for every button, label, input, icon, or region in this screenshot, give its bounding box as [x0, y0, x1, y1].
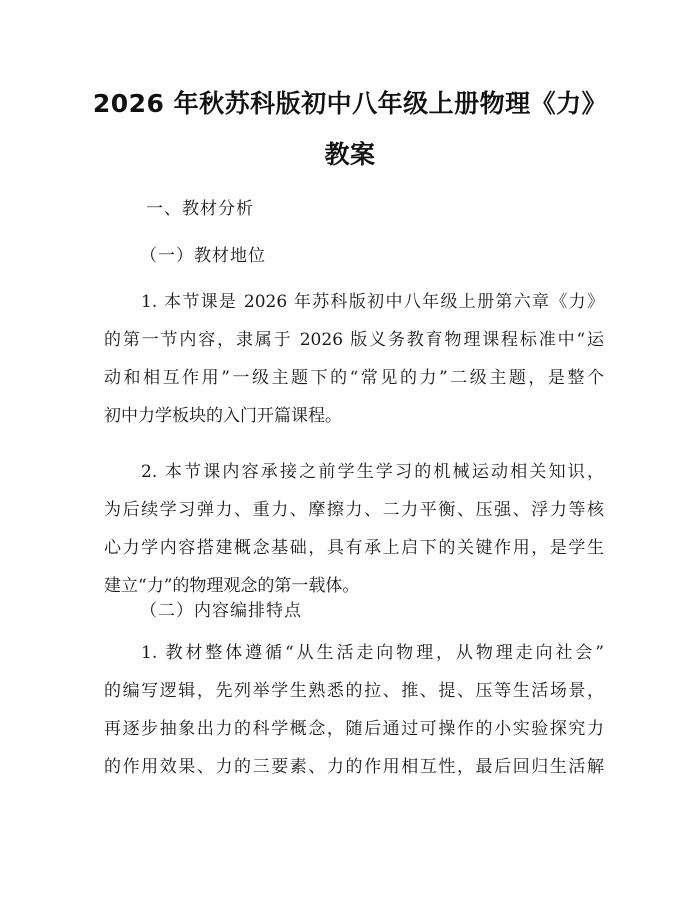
paragraph-2-line: 建立“力”的物理观念的第一载体。	[104, 576, 360, 596]
paragraph-3-line: 1. 教材整体遵循“从生活走向物理，从物理走向社会”	[141, 643, 604, 663]
paragraph-1-line: 初中力学板块的入门开篇课程。	[104, 406, 342, 426]
paragraph-2-line: 为后续学习弹力、重力、摩擦力、二力平衡、压强、浮力等核	[104, 500, 604, 520]
paragraph-3-line: 再逐步抽象出力的科学概念，随后通过可操作的小实验探究力	[104, 719, 604, 739]
subsection-heading-content-arrangement: （二）内容编排特点	[140, 601, 302, 621]
paragraph-2-line: 心力学内容搭建概念基础，具有承上启下的关键作用，是学生	[104, 538, 604, 558]
paragraph-1	[104, 283, 604, 435]
subsection-heading-textbook-status: （一）教材地位	[140, 246, 266, 266]
paragraph-1-line: 1. 本节课是 2026 年苏科版初中八年级上册第六章《力》	[141, 292, 604, 312]
document-title-line-2: 教案	[324, 140, 376, 169]
section-heading-textbook-analysis: 一、教材分析	[146, 199, 254, 219]
paragraph-1-line: 动和相互作用”一级主题下的“常见的力”二级主题，是整个	[104, 368, 604, 388]
paragraph-2-line: 2. 本节课内容承接之前学生学习的机械运动相关知识，	[141, 462, 604, 482]
paragraph-3-line: 的编写逻辑，先列举学生熟悉的拉、推、提、压等生活场景，	[104, 681, 604, 701]
paragraph-3	[104, 634, 604, 786]
paragraph-1-line: 的第一节内容，隶属于 2026 版义务教育物理课程标准中“运	[104, 330, 604, 350]
paragraph-2	[104, 453, 604, 605]
paragraph-3-line: 的作用效果、力的三要素、力的作用相互性，最后回归生活解	[104, 757, 604, 777]
document-title-line-1: 2026 年秋苏科版初中八年级上册物理《力》	[92, 89, 608, 118]
